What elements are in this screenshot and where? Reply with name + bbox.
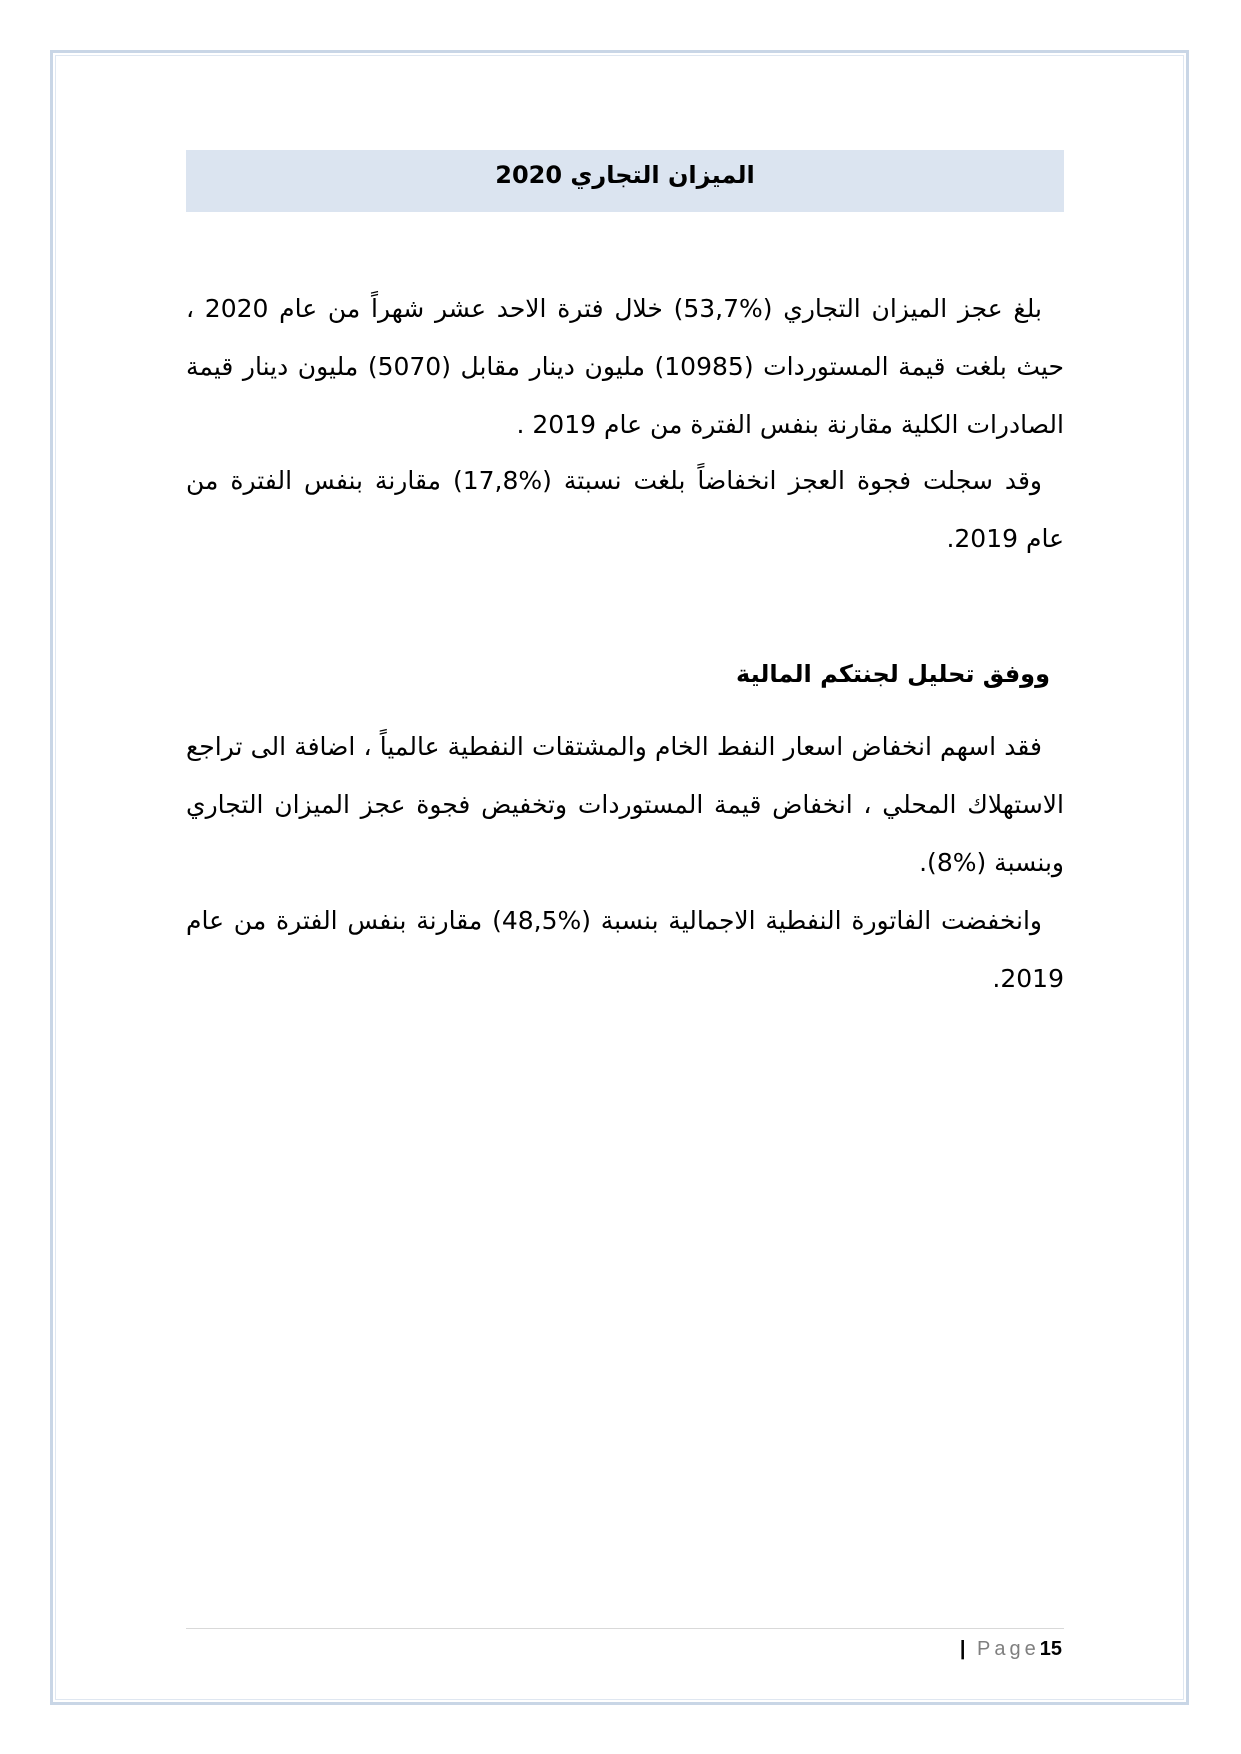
- paragraph-text: وقد سجلت فجوة العجز انخفاضاً بلغت نسبتة (%17,8) مقارنة بنفس الفترة من عام 2019.: [186, 466, 1064, 553]
- paragraph-text: فقد اسهم انخفاض اسعار النفط الخام والمشتقات النفطية عالمياً ، اضافة الى تراجع الاستهلاك المحلي ، انخفاض قيمة المستوردات وتخفيض فجوة عجز الميزان التجاري وبنسبة (%8).: [186, 732, 1064, 877]
- footer-separator: |: [959, 1638, 966, 1660]
- page-number: 15: [1039, 1638, 1062, 1660]
- footer-page-word: Page: [977, 1638, 1040, 1660]
- paragraph-text: بلغ عجز الميزان التجاري (%53,7) خلال فترة الاحد عشر شهراً من عام 2020 ، حيث بلغت قيمة المستوردات (10985) مليون دينار مقابل (5070) مليون دينار قيمة الصادرات الكلية مقارنة بنفس الفترة من عام 2019 .: [186, 294, 1064, 439]
- paragraph-trade-deficit: [186, 280, 1064, 454]
- page-footer: [700, 1636, 1062, 1662]
- paragraph-text: وانخفضت الفاتورة النفطية الاجمالية بنسبة (%48,5) مقارنة بنفس الفترة من عام 2019.: [186, 906, 1064, 993]
- paragraph-deficit-gap: [186, 452, 1064, 568]
- page-title: الميزان التجاري 2020: [495, 161, 755, 189]
- section-heading: ووفق تحليل لجنتكم المالية: [736, 660, 1050, 688]
- paragraph-oil-bill: [186, 892, 1064, 1008]
- footer-divider: [186, 1628, 1064, 1629]
- paragraph-oil-prices: [186, 718, 1064, 892]
